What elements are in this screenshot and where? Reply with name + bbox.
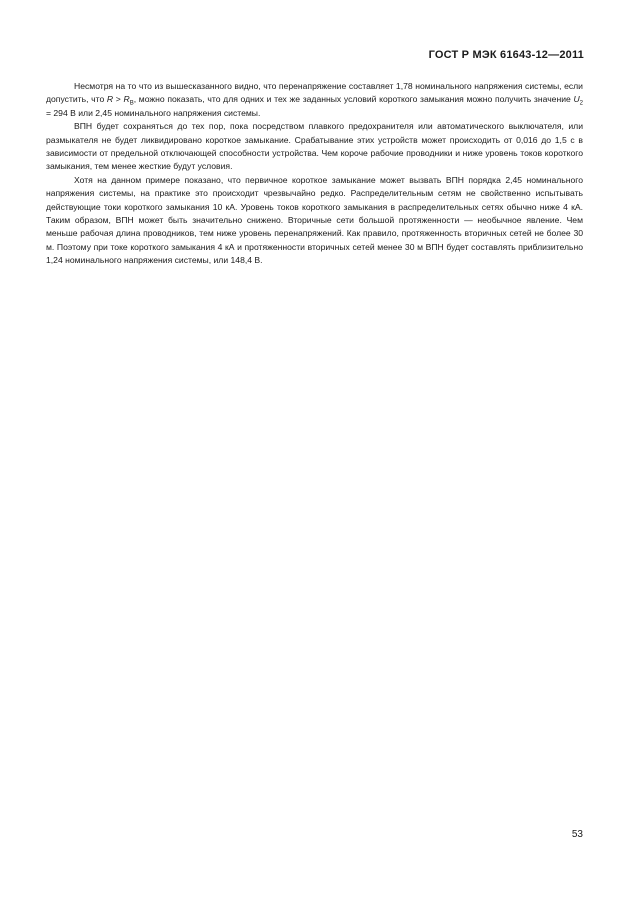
paragraph-1 [46, 80, 583, 120]
symbol-rb-subscript: B [129, 101, 134, 108]
symbol-rb: R [123, 94, 130, 105]
paragraph-2: ВПН будет сохраняться до тех пор, пока посредством плавкого предохранителя или автоматического выключателя, или размыкателя не будет ликвидировано короткое замыкание. Срабатывание этих устройств может происходить от 0,016 до 1,5 с в зависимости от предельной отключающей способности устройства. Чем короче рабочие проводники и ниже уровень токов короткого замыкания, тем менее жесткие будут условия. [46, 121, 583, 172]
document-body [46, 80, 583, 268]
paragraph-1-part-a: Несмотря на то что из вышесказанного видно, что перенапряжение составляет 1,78 номинального напряжения системы, если допустить, что [46, 81, 583, 105]
paragraph-1-part-c: = 294 В или 2,45 номинального напряжения системы. [46, 107, 261, 118]
paragraph-3: Хотя на данном примере показано, что первичное короткое замыкание может вызвать ВПН порядка 2,45 номинального напряжения системы, на практике это происходит чрезвычайно редко. Распределительным сетям не свойственно испытывать действующие токи короткого замыкания 10 кА. Уровень токов короткого замыкания в распределительных сетях обычно ниже 4 кА. Таким образом, ВПН может быть значительно снижено. Вторичные сети большой протяженности — необычное явление. Чем меньше рабочая длина проводников, тем ниже уровень перенапряжений. Как правило, протяженность вторичных сетей не более 30 м. Поэтому при токе короткого замыкания 4 кА и протяженности вторичных сетей менее 30 м ВПН будет составлять приблизительно 1,24 номинального напряжения системы, или 148,4 В. [46, 174, 583, 266]
symbol-r: R [106, 94, 114, 105]
symbol-u-subscript: 2 [579, 101, 584, 108]
paragraph-1-part-b: , можно показать, что для одних и тех же заданных условий короткого замыкания можно получить значение [133, 94, 574, 105]
symbol-u: U [573, 94, 580, 105]
greater-than-sign: > [113, 94, 124, 105]
document-header: ГОСТ Р МЭК 61643-12—2011 [428, 49, 584, 61]
page-number: 53 [571, 829, 583, 840]
